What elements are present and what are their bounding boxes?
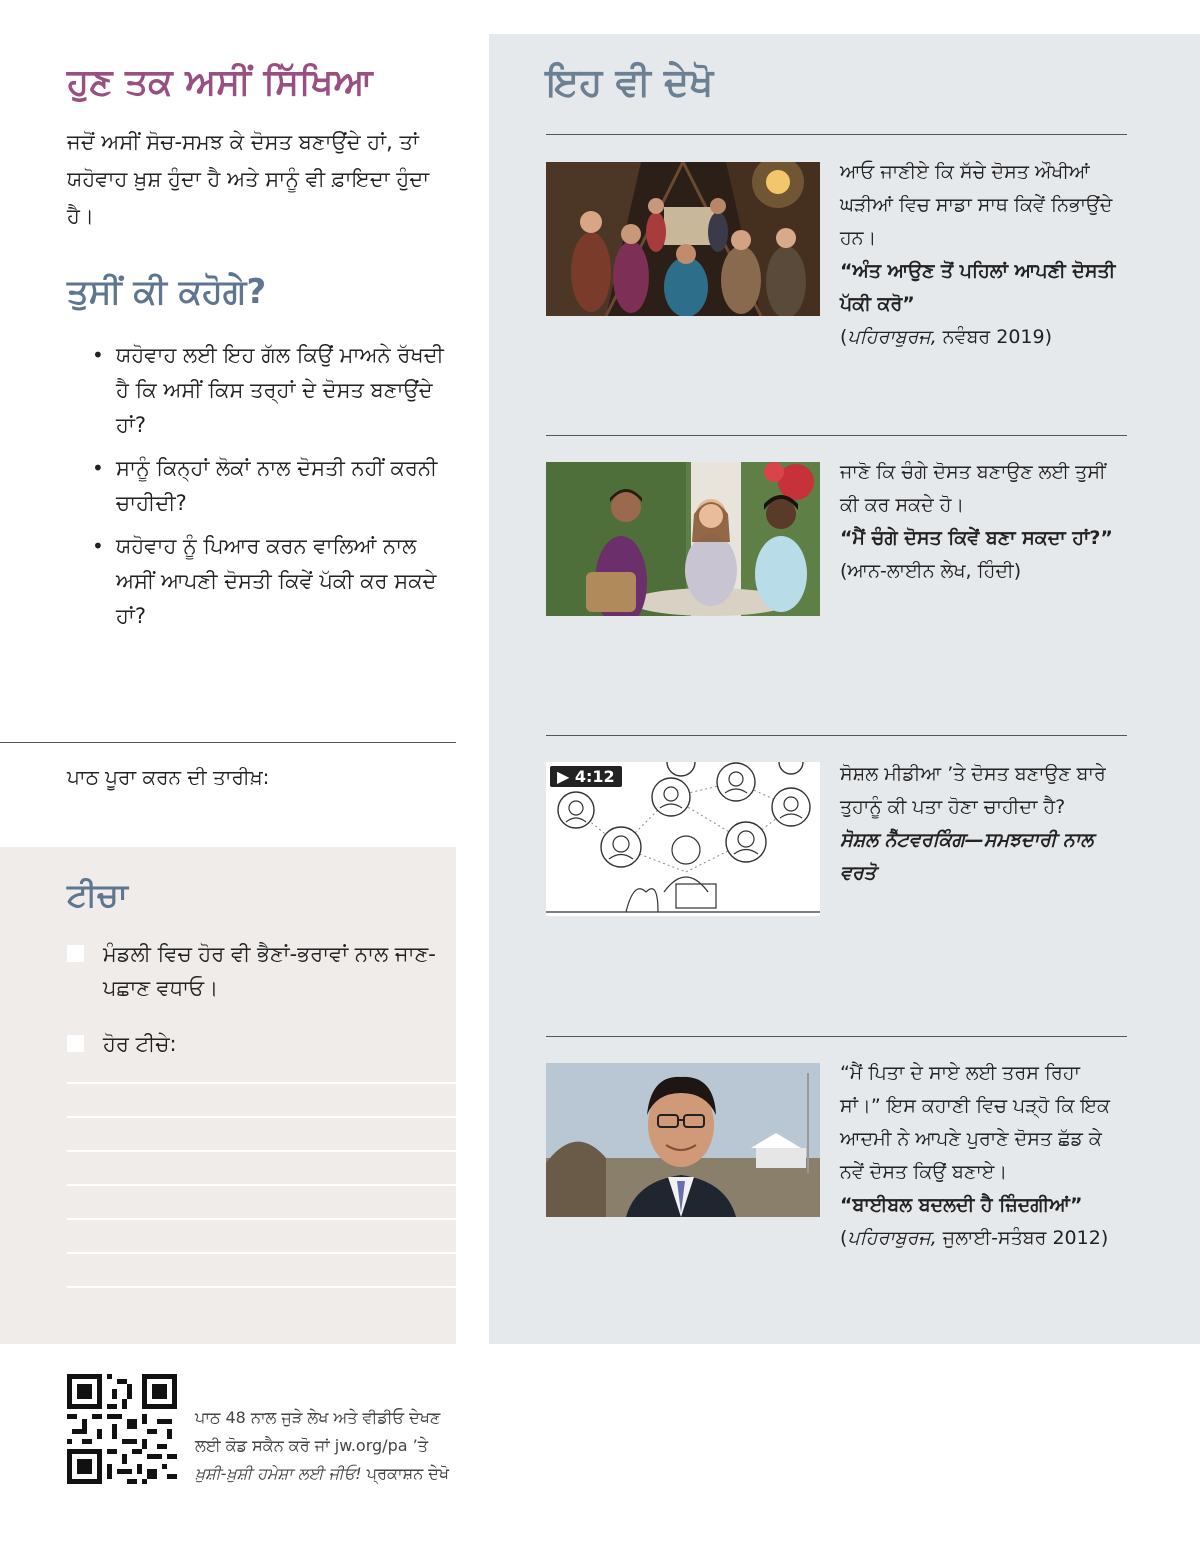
article-description: ਜਾਣੋ ਕਿ ਚੰਗੇ ਦੋਸਤ ਬਣਾਉਣ ਲਈ ਤੁਸੀਂ ਕੀ ਕਰ ਸਕਦੇ ਹੋ। bbox=[840, 461, 1106, 516]
video-description: ਸੋਸ਼ਲ ਮੀਡੀਆ ’ਤੇ ਦੋਸਤ ਬਣਾਉਣ ਬਾਰੇ ਤੁਹਾਨੂੰ ਕੀ ਪਤਾ ਹੋਣਾ ਚਾਹੀਦਾ ਹੈ? bbox=[840, 763, 1106, 818]
writing-line[interactable] bbox=[67, 1150, 456, 1152]
article-source: (ਪਹਿਰਾਬੁਰਜ, ਨਵੰਬਰ 2019) bbox=[840, 326, 1053, 348]
article-title-link[interactable]: “ਬਾਈਬਲ ਬਦਲਦੀ ਹੈ ਜ਼ਿੰਦਗੀਆਂ” bbox=[840, 1194, 1083, 1216]
goal-item[interactable] bbox=[67, 937, 447, 1005]
what-will-you-say-heading: ਤੁਸੀਂ ਕੀ ਕਹੋਗੇ? bbox=[67, 272, 267, 312]
goal-text: ਹੋਰ ਟੀਚੇ: bbox=[103, 1032, 177, 1056]
article-thumbnail[interactable] bbox=[546, 1063, 820, 1217]
publication-title[interactable]: ਖ਼ੁਸ਼ੀ-ਖ਼ੁਸ਼ੀ ਹਮੇਸ਼ਾ ਲਈ ਜੀਓ! bbox=[195, 1464, 362, 1483]
divider bbox=[546, 134, 1127, 135]
footer-text bbox=[195, 1404, 525, 1488]
article-thumbnail[interactable] bbox=[546, 162, 820, 316]
writing-line[interactable] bbox=[67, 1286, 456, 1288]
goal-item[interactable] bbox=[67, 1027, 447, 1061]
divider bbox=[0, 742, 456, 743]
divider bbox=[546, 1036, 1127, 1037]
video-entry bbox=[840, 758, 1125, 890]
writing-line[interactable] bbox=[67, 1184, 456, 1186]
article-description: “ਮੈਂ ਪਿਤਾ ਦੇ ਸਾਏ ਲਈ ਤਰਸ ਰਿਹਾ ਸਾਂ।” ਇਸ ਕਹਾਣੀ ਵਿਚ ਪੜ੍ਹੋ ਕਿ ਇਕ ਆਦਮੀ ਨੇ ਆਪਣੇ ਪੁਰਾਣੇ ਦੋਸਤ ਛੱਡ ਕੇ ਨਵੇਂ ਦੋਸਤ ਕਿਉਂ ਬਣਾਏ। bbox=[840, 1062, 1110, 1183]
bullet-icon: • bbox=[92, 456, 104, 480]
article-entry bbox=[840, 456, 1125, 588]
goal-heading: ਟੀਚਾ bbox=[67, 876, 128, 914]
divider bbox=[546, 735, 1127, 736]
video-thumbnail[interactable] bbox=[546, 762, 820, 916]
see-also-heading: ਇਹ ਵੀ ਦੇਖੋ bbox=[546, 60, 714, 104]
question-text: ਸਾਨੂੰ ਕਿਨ੍ਹਾਂ ਲੋਕਾਂ ਨਾਲ ਦੋਸਤੀ ਨਹੀਂ ਕਰਨੀ ਚਾਹੀਦੀ? bbox=[116, 456, 438, 515]
checkbox-icon[interactable] bbox=[67, 1035, 84, 1052]
article-entry bbox=[840, 1057, 1125, 1255]
question-text: ਯਹੋਵਾਹ ਨੂੰ ਪਿਆਰ ਕਰਨ ਵਾਲਿਆਂ ਨਾਲ ਅਸੀਂ ਆਪਣੀ ਦੋਸਤੀ ਕਿਵੇਂ ਪੱਕੀ ਕਰ ਸਕਦੇ ਹਾਂ? bbox=[116, 534, 437, 628]
bullet-icon: • bbox=[92, 534, 104, 558]
checkbox-icon[interactable] bbox=[67, 945, 84, 962]
question-list bbox=[92, 338, 452, 642]
writing-line[interactable] bbox=[67, 1082, 456, 1084]
footer-line: ਖ਼ੁਸ਼ੀ-ਖ਼ੁਸ਼ੀ ਹਮੇਸ਼ਾ ਲਈ ਜੀਓ! ਪ੍ਰਕਾਸ਼ਨ ਦੇਖੋ bbox=[195, 1464, 450, 1483]
learned-heading: ਹੁਣ ਤਕ ਅਸੀਂ ਸਿੱਖਿਆ bbox=[67, 62, 373, 103]
article-title-link[interactable]: “ਮੈਂ ਚੰਗੇ ਦੋਸਤ ਕਿਵੇਂ ਬਣਾ ਸਕਦਾ ਹਾਂ?” bbox=[840, 527, 1113, 549]
writing-line[interactable] bbox=[67, 1116, 456, 1118]
question-item bbox=[92, 451, 452, 521]
goal-panel bbox=[0, 847, 456, 1344]
article-description: ਆਓ ਜਾਣੀਏ ਕਿ ਸੱਚੇ ਦੋਸਤ ਔਖੀਆਂ ਘੜੀਆਂ ਵਿਚ ਸਾਡਾ ਸਾਥ ਕਿਵੇਂ ਨਿਭਾਉਂਦੇ ਹਨ। bbox=[840, 161, 1113, 249]
article-title-link[interactable]: “ਅੰਤ ਆਉਣ ਤੋਂ ਪਹਿਲਾਂ ਆਪਣੀ ਦੋਸਤੀ ਪੱਕੀ ਕਰੋ” bbox=[840, 260, 1116, 315]
learned-summary: ਜਦੋਂ ਅਸੀਂ ਸੋਚ-ਸਮਝ ਕੇ ਦੋਸਤ ਬਣਾਉਂਦੇ ਹਾਂ, ਤਾਂ ਯਹੋਵਾਹ ਖ਼ੁਸ਼ ਹੁੰਦਾ ਹੈ ਅਤੇ ਸਾਨੂੰ ਵੀ ਫ਼ਾਇਦਾ ਹੁੰਦਾ ਹੈ। bbox=[67, 130, 430, 228]
completion-date-label: ਪਾਠ ਪੂਰਾ ਕਰਨ ਦੀ ਤਾਰੀਖ਼: bbox=[67, 765, 270, 789]
article-thumbnail[interactable] bbox=[546, 462, 820, 616]
writing-line[interactable] bbox=[67, 1252, 456, 1254]
video-title-link[interactable]: ਸੋਸ਼ਲ ਨੈੱਟਵਰਕਿੰਗ—ਸਮਝਦਾਰੀ ਨਾਲ ਵਰਤੋ bbox=[840, 829, 1094, 884]
writing-line[interactable] bbox=[67, 1218, 456, 1220]
video-duration-badge: ▶ 4:12 bbox=[550, 766, 622, 787]
divider bbox=[546, 435, 1127, 436]
article-source: “ਬਾਈਬਲ ਬਦਲਦੀ ਹੈ ਜ਼ਿੰਦਗੀਆਂ” (ਪਹਿਰਾਬੁਰਜ, ਜੁਲਾਈ-ਸਤੰਬਰ 2012) bbox=[840, 1194, 1109, 1249]
question-item bbox=[92, 338, 452, 443]
article-entry bbox=[840, 156, 1125, 354]
article-source: “ਮੈਂ ਚੰਗੇ ਦੋਸਤ ਕਿਵੇਂ ਬਣਾ ਸਕਦਾ ਹਾਂ?” (ਆਨ-ਲਾਈਨ ਲੇਖ, ਹਿੰਦੀ) bbox=[840, 527, 1113, 582]
footer-line: ਪਾਠ 48 ਨਾਲ ਜੁੜੇ ਲੇਖ ਅਤੇ ਵੀਡੀਓ ਦੇਖਣ bbox=[195, 1408, 441, 1427]
question-item bbox=[92, 529, 452, 634]
footer-line: ਲਈ ਕੋਡ ਸਕੈਨ ਕਰੋ ਜਾਂ jw.org/pa ’ਤੇ bbox=[195, 1436, 428, 1455]
bullet-icon: • bbox=[92, 343, 104, 367]
question-text: ਯਹੋਵਾਹ ਲਈ ਇਹ ਗੱਲ ਕਿਉਂ ਮਾਅਨੇ ਰੱਖਦੀ ਹੈ ਕਿ ਅਸੀਂ ਕਿਸ ਤਰ੍ਹਾਂ ਦੇ ਦੋਸਤ ਬਣਾਉਂਦੇ ਹਾਂ? bbox=[116, 343, 444, 437]
qr-code-icon[interactable] bbox=[67, 1374, 177, 1484]
goal-text: ਮੰਡਲੀ ਵਿਚ ਹੋਰ ਵੀ ਭੈਣਾਂ-ਭਰਾਵਾਂ ਨਾਲ ਜਾਣ-ਪਛਾਣ ਵਧਾਓ। bbox=[103, 942, 436, 1000]
